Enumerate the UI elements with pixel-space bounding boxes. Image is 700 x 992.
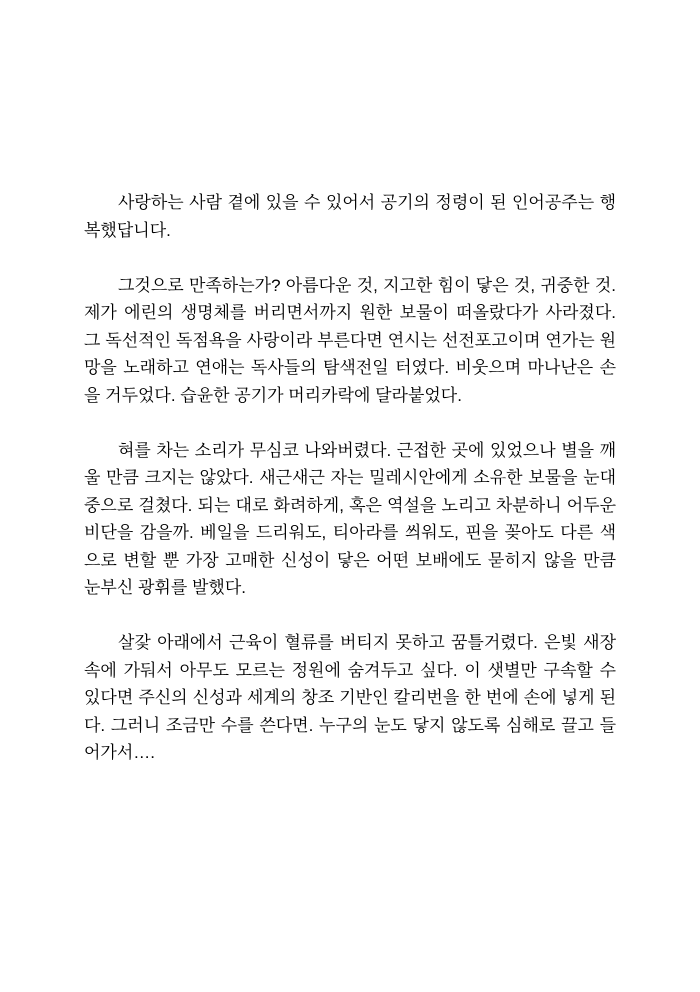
paragraph: 혀를 차는 소리가 무심코 나와버렸다. 근접한 곳에 있었으나 별을 깨울 만큼 크지는 않았다. 새근새근 자는 밀레시안에게 소유한 보물을 눈대중으로 걸쳤다. 되는 대로 화려하게, 혹은 역설을 노리고 차분하니 어두운 비단을 감을까. 베일을 드리워도, 티아라를 씌워도, 핀을 꽂아도 다른 색으로 변할 뿐 가장 고매한 신성이 닿은 어떤 보배에도 묻히지 않을 만큼 눈부신 광휘를 발했다. — [84, 440, 616, 597]
text-block — [84, 189, 616, 767]
paragraph: 그것으로 만족하는가? 아름다운 것, 지고한 힘이 닿은 것, 귀중한 것. 제가 에린의 생명체를 버리면서까지 원한 보물이 떠올랐다가 사라졌다. 그 독선적인 독점욕을 사랑이라 부른다면 연시는 선전포고이며 연가는 원망을 노래하고 연애는 독사들의 탐색전일 터였다. 비웃으며 마나난은 손을 거두었다. 습윤한 공기가 머리카락에 달라붙었다. — [84, 275, 616, 405]
paragraph: 사랑하는 사람 곁에 있을 수 있어서 공기의 정령이 된 인어공주는 행복했답니다. — [84, 193, 616, 240]
paragraph: 살갗 아래에서 근육이 혈류를 버티지 못하고 꿈틀거렸다. 은빛 새장 속에 가둬서 아무도 모르는 정원에 숨겨두고 싶다. 이 샛별만 구속할 수 있다면 주신의 신성과 세계의 창조 기반인 칼리번을 한 번에 손에 넣게 된다. 그러니 조금만 수를 쓴다면. 누구의 눈도 닿지 않도록 심해로 끌고 들어가서…. — [84, 633, 616, 762]
